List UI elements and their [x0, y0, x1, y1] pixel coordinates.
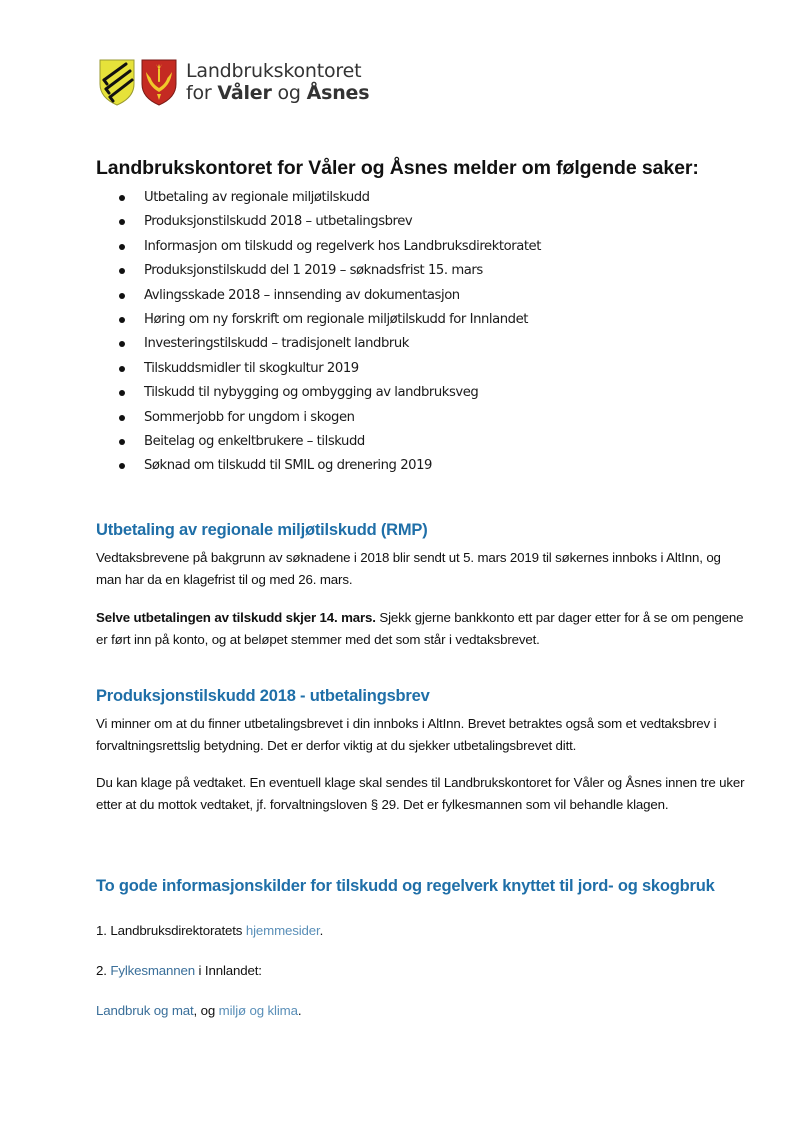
section-heading-sources: To gode informasjonskilder for tilskudd og regelverk knyttet til jord- og skogbruk — [96, 877, 715, 895]
topics-list — [118, 186, 541, 479]
bullet-icon — [119, 293, 125, 299]
bullet-icon — [119, 268, 125, 274]
landbruk-og-mat-link[interactable]: Landbruk og mat — [96, 1003, 194, 1018]
list-item-text: Sommerjobb for ungdom i skogen — [144, 409, 355, 425]
miljo-og-klima-link[interactable]: miljø og klima — [218, 1003, 298, 1018]
logo-asnes: Åsnes — [306, 82, 370, 104]
list-item — [118, 235, 541, 259]
list-item — [118, 259, 541, 283]
list-item — [118, 332, 541, 356]
list-item — [118, 210, 541, 234]
list-item-text: Investeringstilskudd – tradisjonelt landbruk — [144, 336, 409, 352]
section-heading-produksjonstilskudd: Produksjonstilskudd 2018 - utbetalingsbrev — [96, 687, 430, 705]
bullet-icon — [119, 463, 125, 469]
source-item-1-suffix: . — [319, 923, 324, 938]
list-item-text: Produksjonstilskudd del 1 2019 – søknadsfrist 15. mars — [144, 263, 483, 279]
fylkesmannen-link[interactable]: Fylkesmannen — [110, 963, 196, 978]
source-links — [96, 1000, 746, 1022]
rmp-paragraph-2 — [96, 607, 746, 650]
list-item — [118, 454, 541, 478]
bullet-icon — [119, 219, 125, 225]
list-item-text: Utbetaling av regionale miljøtilskudd — [144, 190, 370, 205]
pt-paragraph-1: Vi minner om at du finner utbetalingsbrevet i din innboks i AltInn. Brevet betraktes også som et vedtaksbrev i forvaltningsrettslig betydning. Det er derfor viktig at du sjekker utbetalingsbrevet ditt. — [96, 716, 717, 753]
source-item-1 — [96, 920, 746, 942]
list-item — [118, 284, 541, 308]
list-item-text: Tilskuddsmidler til skogkultur 2019 — [144, 360, 359, 376]
source-item-1-text: 1. Landbruksdirektoratets — [96, 923, 246, 938]
list-item — [118, 430, 541, 454]
rmp-paragraph-2-text: Sjekk gjerne bankkonto ett par dager etter for å se om pengene er ført inn på konto, og at beløpet stemmer med det som står i vedtaksbrevet. — [96, 610, 744, 647]
list-item — [118, 381, 541, 405]
logo-line2 — [186, 82, 369, 104]
page-title: Landbrukskontoret for Våler og Åsnes melder om følgende saker: — [96, 157, 699, 179]
bullet-icon — [119, 439, 125, 445]
source-links-separator: , og — [193, 1003, 219, 1018]
list-item — [118, 357, 541, 381]
section-heading-rmp: Utbetaling av regionale miljøtilskudd (RMP) — [96, 521, 428, 539]
list-item-text: Beitelag og enkeltbrukere – tilskudd — [144, 433, 365, 449]
logo — [98, 54, 369, 110]
bullet-icon — [119, 390, 125, 396]
logo-line1: Landbrukskontoret — [186, 60, 362, 82]
list-item-text: Avlingsskade 2018 – innsending av dokumentasjon — [144, 287, 460, 303]
list-item — [118, 186, 541, 210]
list-item-text: Informasjon om tilskudd og regelverk hos Landbruksdirektoratet — [144, 238, 541, 254]
bullet-icon — [119, 195, 125, 201]
list-item — [118, 406, 541, 430]
hjemmesider-link[interactable]: hjemmesider — [245, 923, 320, 938]
list-item-text: Produksjonstilskudd 2018 – utbetalingsbrev — [144, 214, 413, 230]
list-item-text: Tilskudd til nybygging og ombygging av landbruksveg — [144, 385, 479, 401]
rmp-paragraph-1: Vedtaksbrevene på bakgrunn av søknadene i 2018 blir sendt ut 5. mars 2019 til søkernes innboks i AltInn, og man har da en klagefrist til og med 26. mars. — [96, 550, 721, 587]
source-item-2-suffix: i Innlandet: — [195, 963, 262, 978]
bullet-icon — [119, 415, 125, 421]
bullet-icon — [119, 317, 125, 323]
source-links-suffix: . — [297, 1003, 302, 1018]
rmp-payment-date: Selve utbetalingen av tilskudd skjer 14. mars. — [96, 610, 376, 625]
list-item — [118, 308, 541, 332]
logo-og: og — [271, 82, 307, 104]
logo-valer: Våler — [217, 82, 272, 104]
valer-coat-of-arms-icon — [98, 58, 136, 106]
source-item-2 — [96, 960, 746, 982]
logo-text — [186, 60, 369, 104]
asnes-coat-of-arms-icon — [140, 58, 178, 106]
bullet-icon — [119, 244, 125, 250]
bullet-icon — [119, 341, 125, 347]
logo-prefix: for — [186, 82, 218, 104]
bullet-icon — [119, 366, 125, 372]
source-item-2-text: 2. — [96, 963, 111, 978]
list-item-text: Høring om ny forskrift om regionale miljøtilskudd for Innlandet — [144, 311, 528, 327]
list-item-text: Søknad om tilskudd til SMIL og drenering 2019 — [144, 458, 432, 474]
pt-paragraph-2: Du kan klage på vedtaket. En eventuell klage skal sendes til Landbrukskontoret for Våler og Åsnes innen tre uker etter at du mottok vedtaket, jf. forvaltningsloven § 29. Det er fylkesmannen som vil behandle klagen. — [96, 775, 745, 812]
